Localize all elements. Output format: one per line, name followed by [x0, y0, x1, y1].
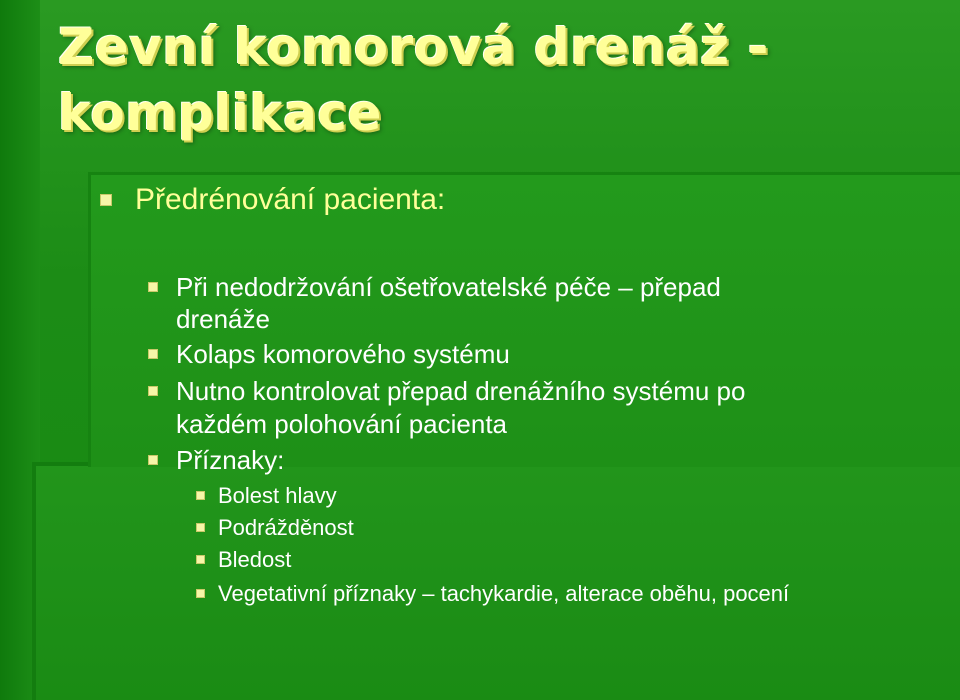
list-item-continuation: každém polohování pacienta — [176, 409, 508, 439]
list-item: Při nedodržování ošetřovatelské péče – přepad — [176, 272, 721, 302]
square-bullet-icon — [148, 349, 158, 359]
slide-title: Zevní komorová drenáž - komplikace — [58, 18, 769, 142]
square-bullet-icon — [196, 523, 205, 532]
list-item-continuation: drenáže — [176, 304, 270, 334]
list-item: Kolaps komorového systému — [176, 339, 510, 369]
list-item: Příznaky: — [176, 445, 285, 475]
square-bullet-icon — [148, 282, 158, 292]
symptom-item: Vegetativní příznaky – tachykardie, alterace oběhu, pocení — [218, 581, 790, 606]
square-bullet-icon — [196, 589, 205, 598]
symptom-item: Bolest hlavy — [218, 483, 337, 508]
square-bullet-icon — [196, 555, 205, 564]
section-heading: Předrénování pacienta: — [135, 183, 446, 216]
list-item: Nutno kontrolovat přepad drenážního systému po — [176, 376, 746, 406]
symptom-item: Bledost — [218, 547, 292, 572]
square-bullet-icon — [148, 455, 158, 465]
square-bullet-icon — [148, 386, 158, 396]
square-bullet-icon — [196, 491, 205, 500]
symptom-item: Podrážděnost — [218, 515, 354, 540]
square-bullet-icon — [100, 194, 112, 206]
